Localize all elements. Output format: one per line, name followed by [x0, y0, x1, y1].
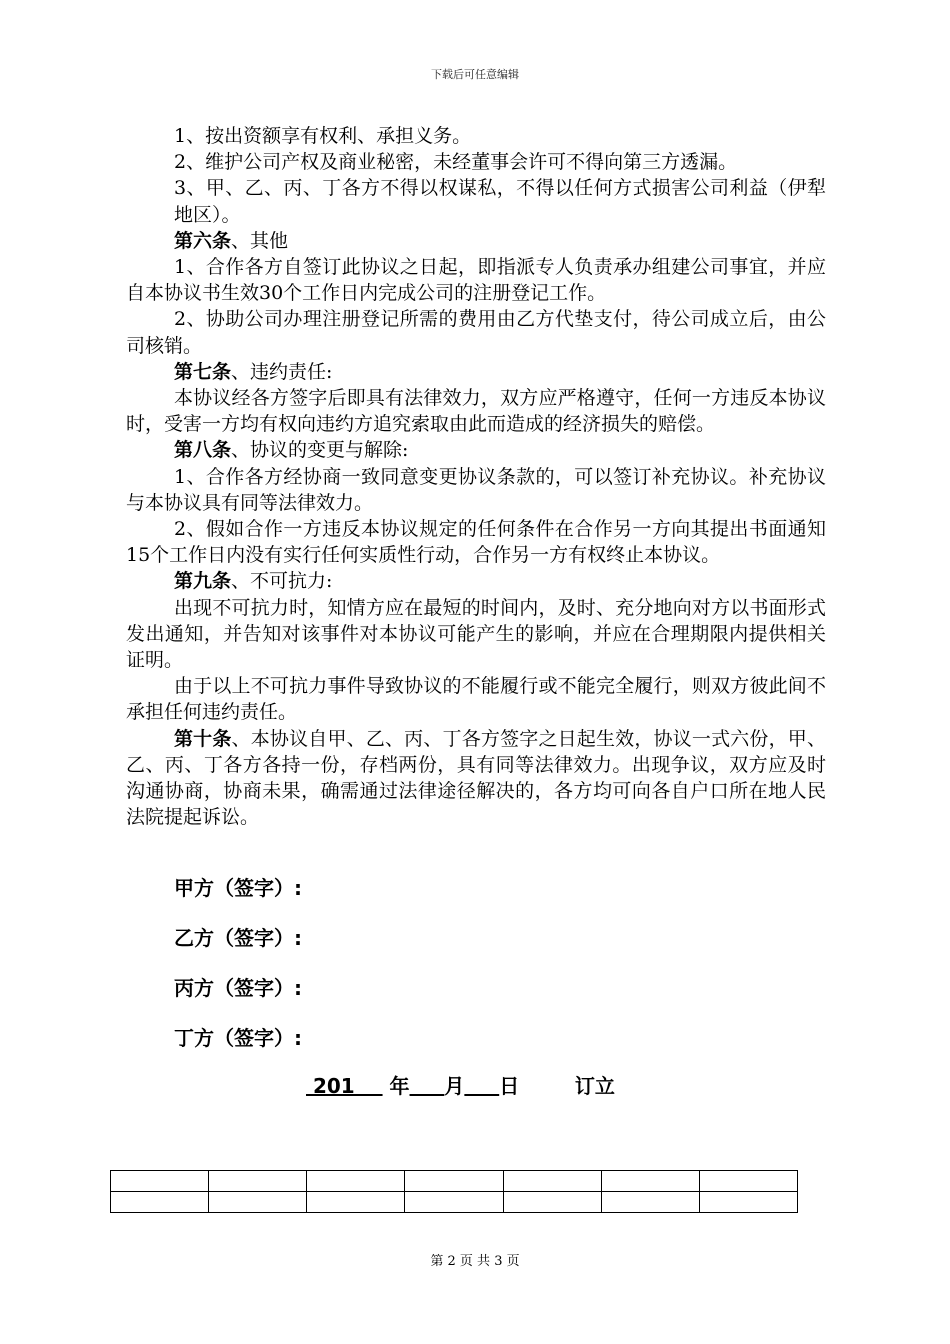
article-8-number: 第八条 [174, 439, 232, 462]
article-8-heading [126, 437, 826, 463]
month-blank [410, 1074, 445, 1098]
year-field: 201 [306, 1074, 383, 1098]
article-9-number: 第九条 [174, 570, 232, 593]
article-10-paragraph [126, 726, 826, 831]
table-cell [405, 1192, 503, 1213]
article-7-heading [126, 359, 826, 385]
article-9-clause-1: 出现不可抗力时，知情方应在最短的时间内，及时、充分地向对方以书面形式发出通知，并告知对该事件对本协议可能产生的影响，并应在合理期限内提供相关证明。 [126, 596, 826, 672]
month-label: 月 [444, 1074, 465, 1098]
blank-table [110, 1170, 798, 1213]
obligation-item-3: 3、甲、乙、丙、丁各方不得以权谋私，不得以任何方式损害公司利益（伊犁地区）。 [174, 177, 826, 226]
article-6-title: 、其他 [231, 229, 289, 252]
article-7-number: 第七条 [174, 360, 232, 383]
signature-party-c: 丙方（签字）: [174, 976, 302, 1000]
table-cell [307, 1171, 405, 1192]
article-7-title: 、违约责任: [231, 360, 333, 383]
signing-date-line [306, 1070, 615, 1099]
table-cell [503, 1192, 601, 1213]
article-8-clause-1: 1、合作各方经协商一致同意变更协议条款的，可以签订补充协议。补充协议与本协议具有同等法律效力。 [126, 465, 826, 514]
table-cell [601, 1171, 699, 1192]
obligation-item-1: 1、按出资额享有权利、承担义务。 [174, 125, 472, 147]
article-9-heading [126, 568, 826, 594]
article-6-clause-1: 1、合作各方自签订此协议之日起，即指派专人负责承办组建公司事宜，并应自本协议书生效30个工作日内完成公司的注册登记工作。 [126, 256, 826, 305]
article-9-title: 、不可抗力: [231, 570, 333, 593]
page-footer: 第 2 页 共 3 页 [430, 1254, 520, 1269]
article-7-clause-1: 本协议经各方签字后即具有法律效力，双方应严格遵守，任何一方违反本协议时，受害一方均有权向违约方追究索取由此而造成的经济损失的赔偿。 [126, 387, 826, 436]
table-cell [209, 1171, 307, 1192]
table-cell [699, 1192, 797, 1213]
signature-party-a: 甲方（签字）: [174, 876, 302, 900]
signature-party-d: 丁方（签字）: [174, 1026, 302, 1050]
table-cell [209, 1192, 307, 1213]
signed-label: 订立 [519, 1074, 615, 1098]
day-label: 日 [499, 1074, 520, 1098]
article-10-text: 、本协议自甲、乙、丙、丁各方签字之日起生效，协议一式六份，甲、乙、丙、丁各方各持一份，存档两份，具有同等法律效力。出现争议，双方应及时沟通协商，协商未果，确需通过法律途径解决的，各方均可向各自户口所在地人民法院提起诉讼。 [126, 727, 826, 829]
article-6-heading [126, 228, 826, 254]
table-cell [307, 1192, 405, 1213]
article-8-clause-2: 2、假如合作一方违反本协议规定的任何条件在合作另一方向其提出书面通知15个工作日内没有实行任何实质性行动，合作另一方有权终止本协议。 [126, 518, 826, 567]
agreement-body [126, 123, 826, 830]
table-cell [601, 1192, 699, 1213]
table-row [111, 1171, 798, 1192]
table-cell [699, 1171, 797, 1192]
signature-party-b: 乙方（签字）: [174, 926, 302, 950]
page-header: 下载后可任意编辑 [431, 68, 519, 81]
table-cell [111, 1171, 209, 1192]
article-8-title: 、协议的变更与解除: [231, 439, 409, 462]
article-10-number: 第十条 [174, 727, 232, 750]
article-9-clause-2: 由于以上不可抗力事件导致协议的不能履行或不能完全履行，则双方彼此间不承担任何违约责任。 [126, 675, 826, 724]
table-row [111, 1192, 798, 1213]
table-cell [503, 1171, 601, 1192]
table-cell [405, 1171, 503, 1192]
article-6-clause-2: 2、协助公司办理注册登记所需的费用由乙方代垫支付，待公司成立后，由公司核销。 [126, 308, 826, 357]
obligation-item-2: 2、维护公司产权及商业秘密，未经董事会许可不得向第三方透漏。 [174, 151, 738, 174]
year-label: 年 [382, 1074, 410, 1098]
article-6-number: 第六条 [174, 229, 232, 252]
day-blank [464, 1074, 499, 1098]
table-cell [111, 1192, 209, 1213]
